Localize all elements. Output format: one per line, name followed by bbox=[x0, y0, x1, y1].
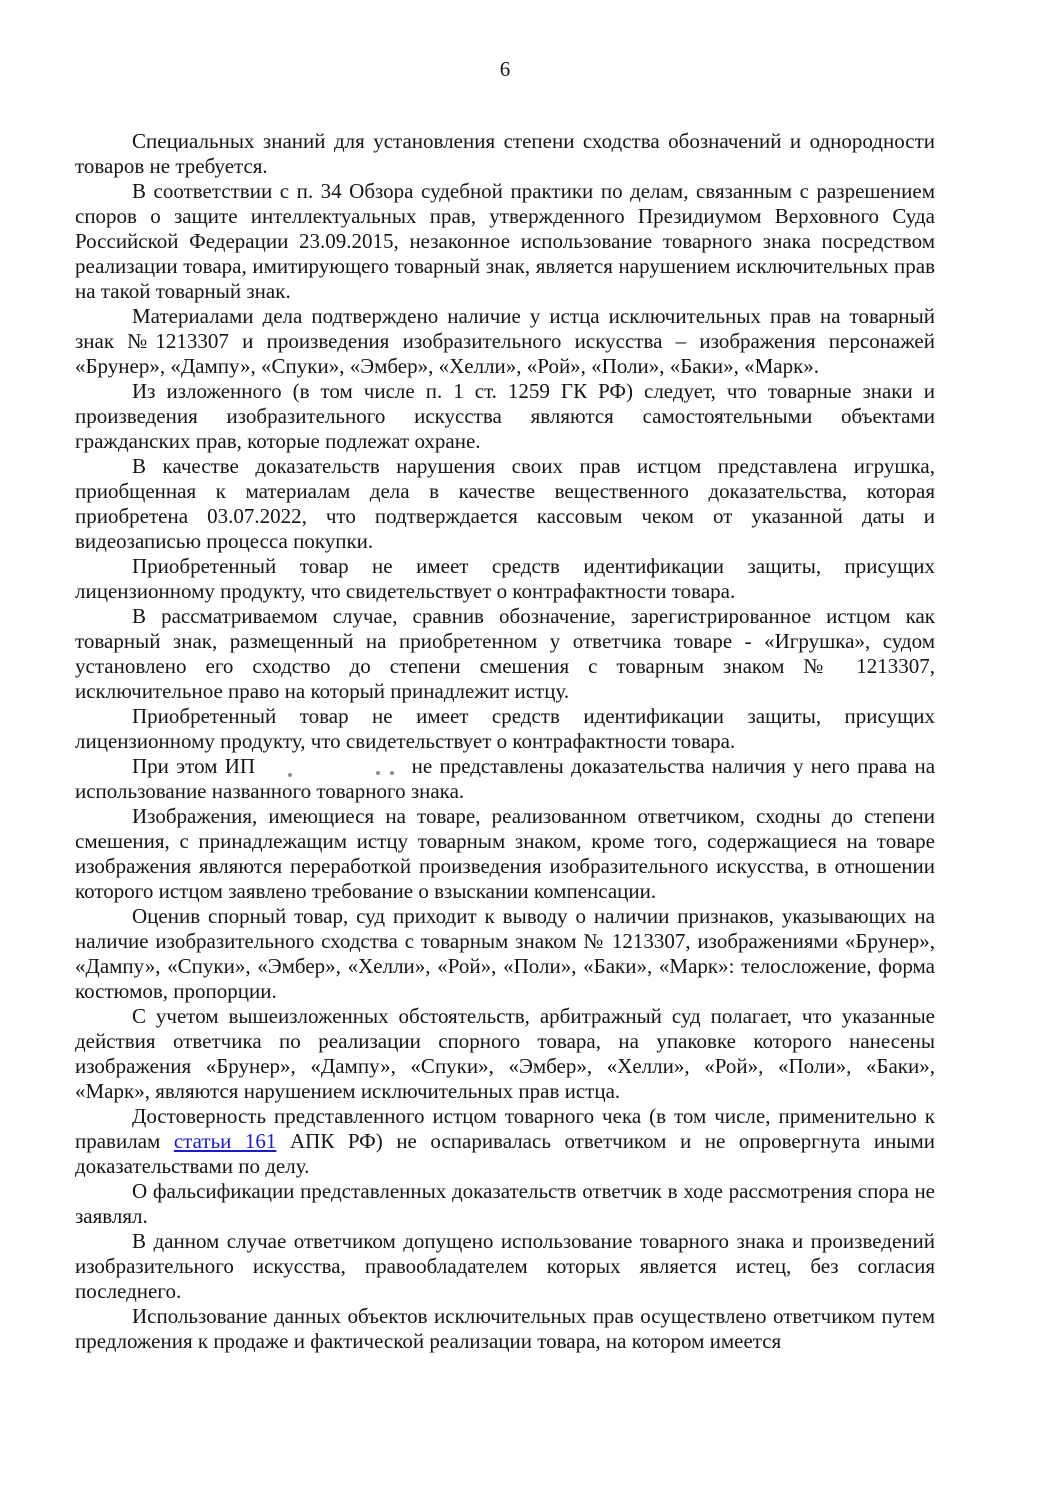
paragraph: С учетом вышеизложенных обстоятельств, арбитражный суд полагает, что указанные действия ответчика по реализации спорного товара, на упаковке которого нанесены изображения «Брунер», «Дампу», «Спуки», «Эмбер», «Хелли», «Рой», «Поли», «Баки», «Марк», являются нарушением исключительных прав истца. bbox=[75, 1004, 935, 1103]
redaction-mark bbox=[390, 771, 394, 775]
paragraph: Из изложенного (в том числе п. 1 ст. 1259 ГК РФ) следует, что товарные знаки и произведения изобразительного искусства являются самостоятельными объектами гражданских прав, которые подлежат охране. bbox=[75, 379, 935, 453]
paragraph: В рассматриваемом случае, сравнив обозначение, зарегистрированное истцом как товарный знак, размещенный на приобретенном у ответчика товаре - «Игрушка», судом установлено его сходство до степени смешения с товарным знаком № 1213307, исключительное право на который принадлежит истцу. bbox=[75, 604, 935, 703]
page-number: 6 bbox=[499, 57, 511, 81]
paragraph: Изображения, имеющиеся на товаре, реализованном ответчиком, сходны до степени смешения, с принадлежащим истцу товарным знаком, кроме того, содержащиеся на товаре изображения являются переработкой произведения изобразительного искусства, в отношении которого истцом заявлено требование о взыскании компенсации. bbox=[75, 804, 935, 903]
paragraph: Специальных знаний для установления степени сходства обозначений и однородности товаров не требуется. bbox=[75, 129, 935, 178]
paragraph: В соответствии с п. 34 Обзора судебной практики по делам, связанным с разрешением споров о защите интеллектуальных прав, утвержденного Президиумом Верховного Суда Российской Федерации 23.09.2015, незаконное использование товарного знака посредством реализации товара, имитирующего товарный знак, является нарушением исключительных прав на такой товарный знак. bbox=[75, 179, 935, 303]
redaction-mark bbox=[288, 773, 292, 777]
paragraph-text: не представлены доказательства наличия у него права на использование названного товарного знака. bbox=[75, 754, 936, 803]
paragraph: В качестве доказательств нарушения своих прав истцом представлена игрушка, приобщенная к материалам дела в качестве вещественного доказательства, которая приобретена 03.07.2022, что подтверждается кассовым чеком от указанной даты и видеозаписью процесса покупки. bbox=[75, 454, 935, 553]
redaction-mark bbox=[376, 771, 380, 775]
paragraph: Материалами дела подтверждено наличие у истца исключительных прав на товарный знак №1213307 и произведения изобразительного искусства – изображения персонажей «Брунер», «Дампу», «Спуки», «Эмбер», «Хелли», «Рой», «Поли», «Баки», «Марк». bbox=[75, 304, 935, 378]
paragraph: Оценив спорный товар, суд приходит к выводу о наличии признаков, указывающих на наличие изобразительного сходства с товарным знаком № 1213307, изображениями «Брунер», «Дампу», «Спуки», «Эмбер», «Хелли», «Рой», «Поли», «Баки», «Марк»: телосложение, форма костюмов, пропорции. bbox=[75, 904, 935, 1003]
link-article-161[interactable]: статьи 161 bbox=[173, 1129, 277, 1153]
paragraph: Приобретенный товар не имеет средств идентификации защиты, присущих лицензионному продукту, что свидетельствует о контрафактности товара. bbox=[75, 554, 935, 603]
redacted-name-gap bbox=[262, 771, 404, 773]
paragraph-with-redaction bbox=[75, 754, 935, 804]
paragraph: О фальсификации представленных доказательств ответчик в ходе рассмотрения спора не заявлял. bbox=[75, 1179, 935, 1228]
paragraph-text: АПК РФ) не оспаривалась ответчиком и не опровергнута иными доказательствами по делу. bbox=[75, 1129, 936, 1178]
paragraph-text: При этом ИП bbox=[132, 754, 256, 778]
paragraph-text: Достоверность представленного истцом товарного чека (в том числе, применительно к правилам bbox=[75, 1104, 935, 1153]
paragraph: Использование данных объектов исключительных прав осуществлено ответчиком путем предложения к продаже и фактической реализации товара, на котором имеется bbox=[75, 1304, 935, 1353]
paragraph: Приобретенный товар не имеет средств идентификации защиты, присущих лицензионному продукту, что свидетельствует о контрафактности товара. bbox=[75, 704, 935, 753]
paragraph-with-link bbox=[75, 1104, 935, 1179]
paragraph: В данном случае ответчиком допущено использование товарного знака и произведений изобразительного искусства, правообладателем которых является истец, без согласия последнего. bbox=[75, 1229, 935, 1303]
document-body bbox=[75, 129, 935, 1354]
